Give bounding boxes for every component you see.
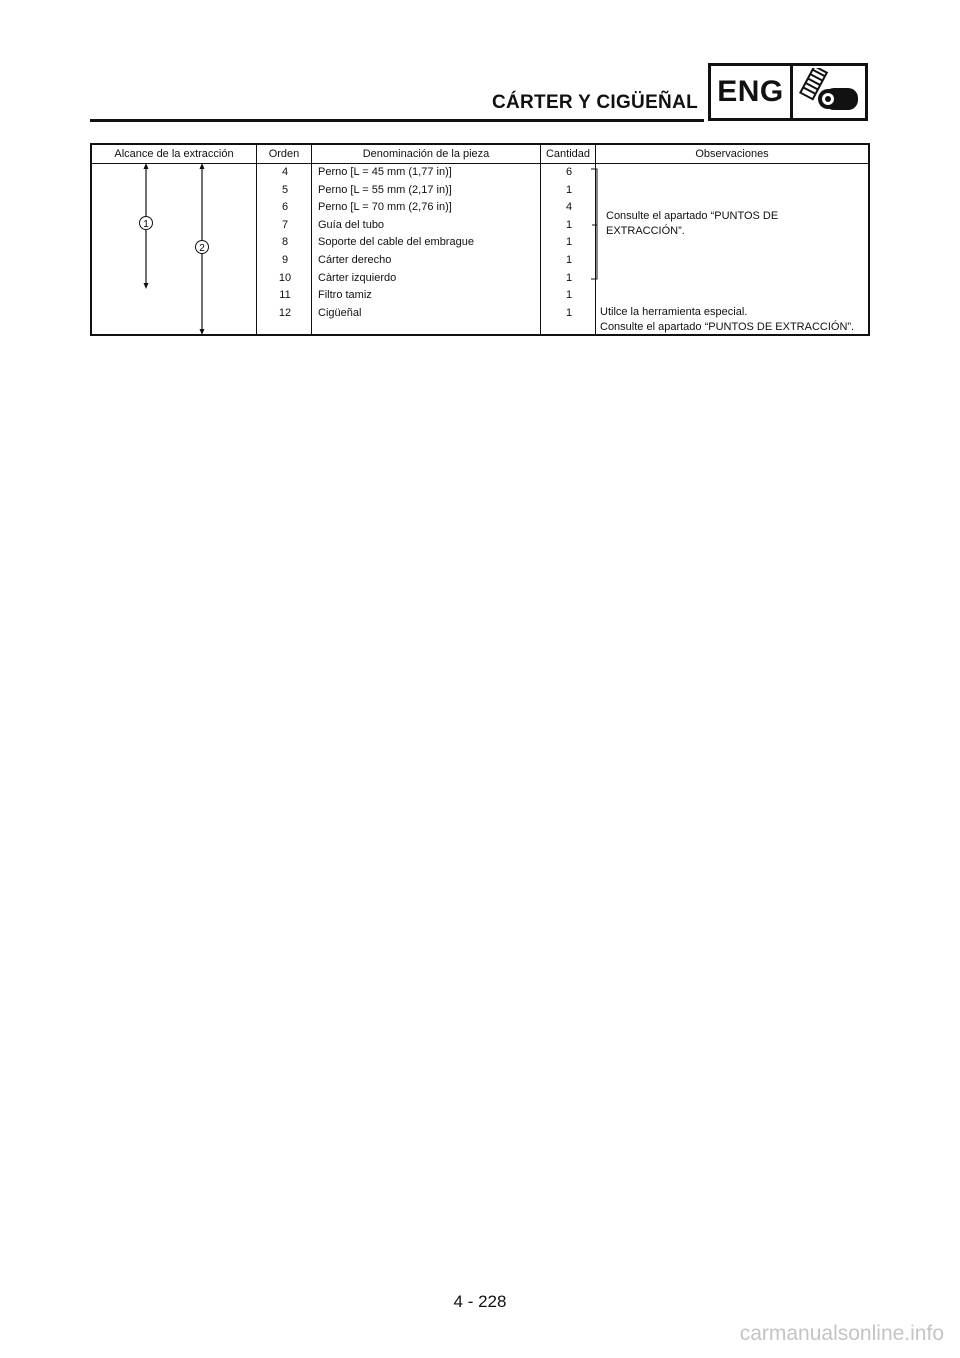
row-quantity: 1 xyxy=(565,306,573,319)
table-row xyxy=(92,252,868,270)
header-part-name: Denominación de la pieza xyxy=(362,148,490,160)
row-order: 8 xyxy=(281,236,289,249)
remark-bracket-line1: Consulte el apartado “PUNTOS DE xyxy=(606,210,779,222)
row-part-name: Perno [L = 55 mm (2,17 in)] xyxy=(318,183,452,196)
row-part-name: Cárter derecho xyxy=(318,254,392,266)
header-scope: Alcance de la extracción xyxy=(114,148,234,160)
table-row xyxy=(92,182,868,200)
row-quantity: 1 xyxy=(565,254,573,266)
row-quantity: 1 xyxy=(565,218,573,231)
row-order: 7 xyxy=(281,218,289,231)
row-order: 11 xyxy=(279,289,291,302)
row-part-name: Cigüeñal xyxy=(318,306,362,319)
row-part-name: Càrter izquierdo xyxy=(318,271,397,284)
remark-crank-line1: Utilce la herramienta especial. xyxy=(600,306,748,318)
row-quantity: 1 xyxy=(565,236,573,249)
row-order: 9 xyxy=(281,254,289,266)
page-title: CÁRTER Y CIGÜEÑAL xyxy=(491,92,698,113)
eng-badge-label: ENG xyxy=(711,66,793,118)
removal-table xyxy=(90,143,870,336)
table-row xyxy=(92,287,868,305)
remark-crank-note xyxy=(600,305,854,334)
remark-bracket-note xyxy=(606,209,778,238)
row-quantity: 1 xyxy=(565,183,573,196)
row-order: 6 xyxy=(281,201,289,214)
table-row xyxy=(92,270,868,288)
row-part-name: Soporte del cable del embrague xyxy=(318,236,474,249)
row-quantity: 4 xyxy=(565,201,573,214)
header-rule xyxy=(90,119,704,122)
row-order: 4 xyxy=(281,166,289,178)
page-number: 4 - 228 xyxy=(453,1292,507,1311)
header-order: Orden xyxy=(268,148,300,160)
row-order: 12 xyxy=(278,306,292,319)
remark-crank-line2: Consulte el apartado “PUNTOS DE EXTRACCIÓN”. xyxy=(600,320,855,333)
watermark: carmanualsonline.info xyxy=(739,1322,944,1345)
header-remarks: Observaciones xyxy=(695,148,769,160)
scope-marker-2: 2 xyxy=(199,243,205,254)
row-order: 5 xyxy=(281,183,289,196)
row-quantity: 1 xyxy=(565,289,573,302)
row-part-name: Perno [L = 45 mm (1,77 in)] xyxy=(318,166,452,178)
scope-marker-1: 1 xyxy=(143,219,149,230)
row-part-name: Filtro tamiz xyxy=(318,289,372,302)
table-row xyxy=(92,164,868,182)
remark-bracket-line2: EXTRACCIÓN”. xyxy=(606,224,685,237)
row-order: 10 xyxy=(278,271,292,284)
eng-badge xyxy=(708,63,868,121)
row-part-name: Guía del tubo xyxy=(318,218,385,231)
engine-wrench-icon xyxy=(793,66,865,118)
row-quantity: 6 xyxy=(565,166,573,178)
row-quantity: 1 xyxy=(565,271,573,284)
header-quantity: Cantidad xyxy=(545,148,591,160)
row-part-name: Perno [L = 70 mm (2,76 in)] xyxy=(318,201,452,214)
